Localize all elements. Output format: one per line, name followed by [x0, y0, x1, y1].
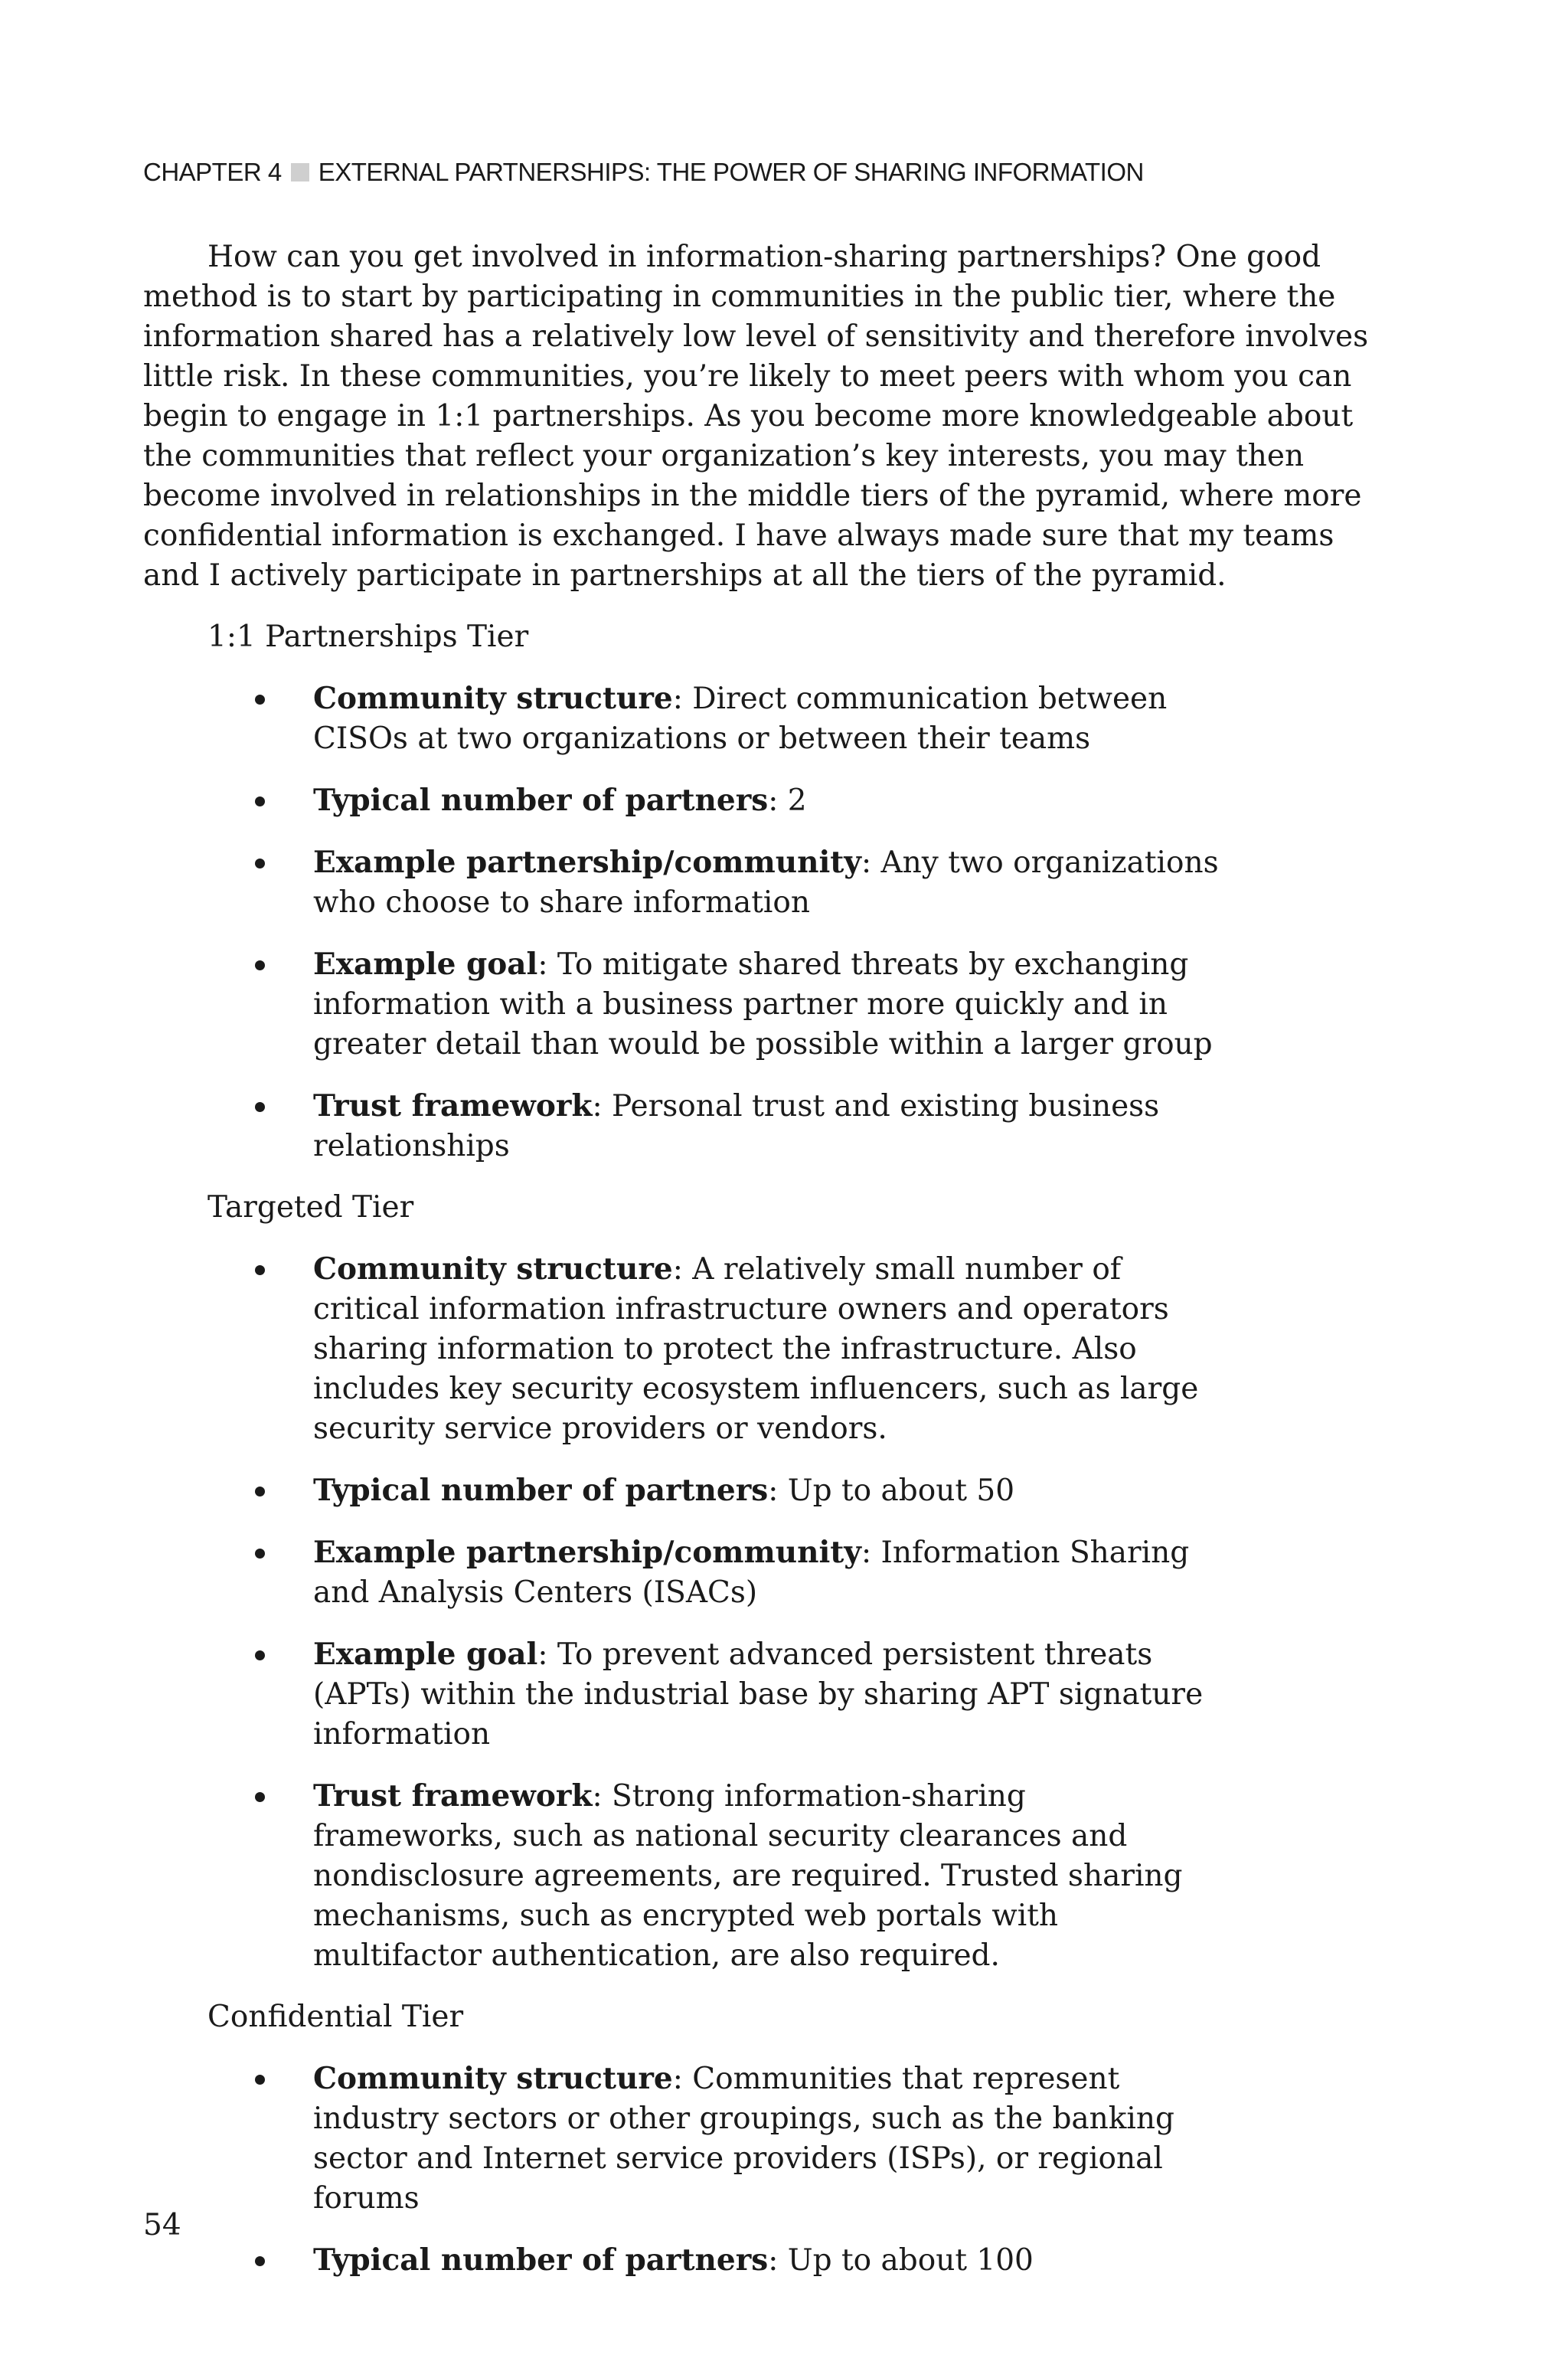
item-text: : To prevent advanced persistent threats (APTs) within the industrial base by sharing APT signature information [313, 1637, 1204, 1752]
item-text: : Direct communication between CISOs at two organizations or between their teams [313, 682, 1168, 756]
item-term: Community structure [313, 681, 673, 716]
bullet-icon [255, 1549, 265, 1559]
square-separator-icon [291, 163, 309, 182]
item-text: : Up to about 100 [768, 2243, 1034, 2278]
item-term: Trust framework [313, 1778, 593, 1814]
list-item [143, 780, 1223, 821]
bullet-icon [255, 695, 265, 705]
list-item [143, 2240, 1223, 2281]
list-item [143, 944, 1223, 1065]
list-item [143, 1470, 1223, 1511]
list-item [143, 2059, 1223, 2219]
bullet-icon [255, 2075, 265, 2085]
item-term: Example partnership/community [313, 1535, 861, 1570]
running-head [143, 158, 1144, 187]
body-text [143, 237, 1376, 2302]
bullet-icon [255, 1792, 265, 1802]
item-text: : 2 [768, 783, 807, 818]
item-term: Typical number of partners [313, 1473, 769, 1508]
item-text: : A relatively small number of critical information infrastructure owners and operators sharing information to protect the infrastructure. Also includes key security ecosystem influencers, such as large security service providers or vendors. [313, 1252, 1199, 1446]
bullet-icon [255, 1102, 265, 1112]
tier-title: 1:1 Partnerships Tier [207, 620, 529, 654]
page-number: 54 [143, 2208, 181, 2242]
item-term: Typical number of partners [313, 2242, 769, 2278]
item-text: : Personal trust and existing business relationships [313, 1089, 1160, 1163]
item-text: : Strong information-sharing frameworks, such as national security clearances and nondisclosure agreements, are required. Trusted sharing mechanisms, such as encrypted web portals with multifactor authentication, are also required. [313, 1779, 1183, 1973]
bullet-icon [255, 796, 265, 806]
item-term: Typical number of partners [313, 783, 769, 818]
list-item [143, 1776, 1223, 1976]
item-term: Community structure [313, 1251, 673, 1287]
item-term: Example partnership/community [313, 845, 861, 880]
item-term: Community structure [313, 2061, 673, 2096]
tier-title: Confidential Tier [207, 2000, 464, 2034]
bullet-icon [255, 1650, 265, 1660]
intro-paragraph: How can you get involved in information-sharing partnerships? One good method is to start by participating in communities in the public tier, where the information shared has a relatively low level of sensitivity and therefore involves little risk. In these communities, you’re likely to meet peers with whom you can begin to engage in 1:1 partnerships. As you become more knowledgeable about the communities that reflect your organization’s key interests, you may then become involved in relationships in the middle tiers of the pyramid, where more confidential information is exchanged. I have always made sure that my teams and I actively participate in partnerships at all the tiers of the pyramid. [143, 240, 1369, 593]
item-term: Trust framework [313, 1088, 593, 1124]
item-text: : Any two organizations who choose to share information [313, 846, 1219, 920]
list-item [143, 1249, 1223, 1449]
bullet-icon [255, 859, 265, 868]
item-text: : Up to about 50 [768, 1474, 1015, 1508]
item-term: Example goal [313, 1637, 538, 1672]
chapter-label: CHAPTER 4 [143, 158, 282, 186]
list-item [143, 1086, 1223, 1166]
item-text: : To mitigate shared threats by exchanging information with a business partner more quickly and in greater detail than would be possible within a larger group [313, 947, 1213, 1061]
item-text: : Communities that represent industry sectors or other groupings, such as the banking sector and Internet service providers (ISPs), or regional forums [313, 2062, 1174, 2216]
bullet-icon [255, 1265, 265, 1275]
tier-list [143, 679, 1223, 1166]
tier-list [143, 1249, 1223, 1976]
tier-title: Targeted Tier [207, 1190, 414, 1225]
list-item [143, 679, 1223, 759]
item-term: Example goal [313, 947, 538, 982]
list-item [143, 1634, 1223, 1755]
bullet-icon [255, 2256, 265, 2266]
list-item [143, 1532, 1223, 1613]
chapter-title: EXTERNAL PARTNERSHIPS: THE POWER OF SHARING INFORMATION [318, 158, 1144, 186]
bullet-icon [255, 960, 265, 970]
tier-list [143, 2059, 1223, 2281]
item-text: : Information Sharing and Analysis Centers (ISACs) [313, 1536, 1190, 1610]
bullet-icon [255, 1487, 265, 1496]
list-item [143, 842, 1223, 923]
